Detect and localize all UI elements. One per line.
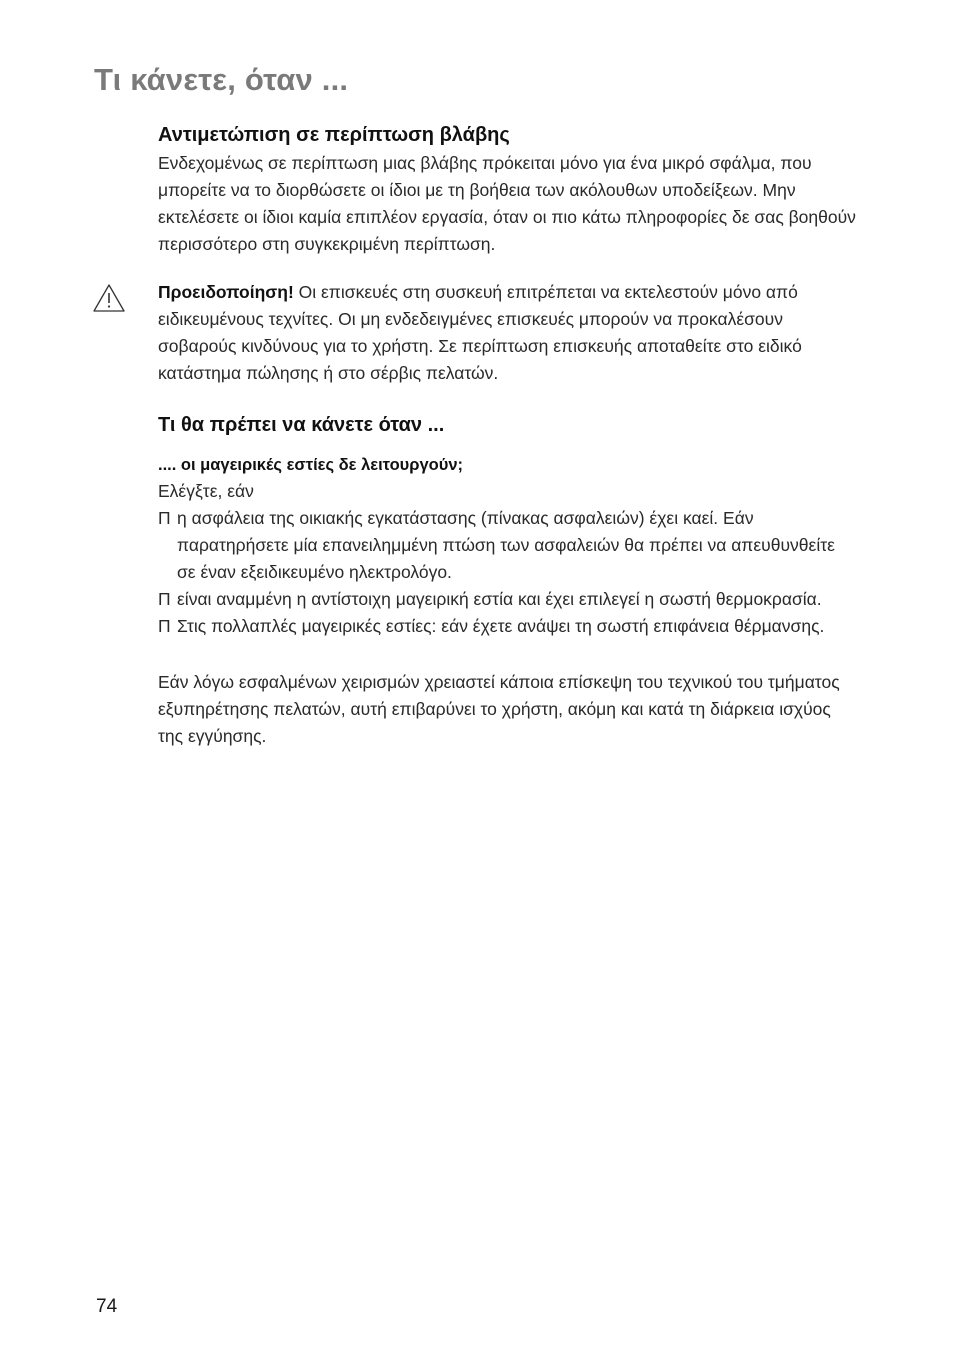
check-list <box>158 505 858 640</box>
list-item <box>158 613 858 640</box>
list-item-text: η ασφάλεια της οικιακής εγκατάστασης (πίνακας ασφαλειών) έχει καεί. Εάν παρατηρήσετε μία επανειλημμένη πτώση των ασφαλειών θα πρέπει να απευθυνθείτε σε έναν εξειδικευμένο ηλεκτρολόγο. <box>177 508 835 582</box>
warranty-note: Εάν λόγω εσφαλμένων χειρισμών χρειαστεί κάποια επίσκεψη του τεχνικού του τμήματος εξυπηρέτησης πελατών, αυτή επιβαρύνει το χρήστη, ακόμη και κατά τη διάρκεια ισχύος της εγγύησης. <box>158 672 840 746</box>
warning-block <box>158 279 858 387</box>
fault-section-heading: Αντιμετώπιση σε περίπτωση βλάβης <box>158 124 510 146</box>
main-content <box>158 120 858 750</box>
fault-section-body: Ενδεχομένως σε περίπτωση μιας βλάβης πρόκειται μόνο για ένα μικρό σφάλμα, που μπορείτε να το διορθώσετε οι ίδιοι με τη βοήθεια των ακόλουθων υποδείξεων. Μην εκτελέσετε οι ίδιοι καμία επιπλέον εργασία, όταν οι πιο κάτω πληροφορίες δε σας βοηθούν περισσότερο στη συγκεκριμένη περίπτωση. <box>158 153 856 254</box>
list-item-text: είναι αναμμένη η αντίστοιχη μαγειρική εστία και έχει επιλεγεί η σωστή θερμοκρασία. <box>177 589 822 609</box>
page-title: Τι κάνετε, όταν ... <box>94 62 349 97</box>
warning-triangle-icon <box>92 283 126 313</box>
page-number: 74 <box>96 1296 118 1317</box>
warning-text <box>158 279 858 387</box>
checkbox-marker-icon: Π <box>158 616 171 636</box>
list-item <box>158 505 858 586</box>
warning-label: Προειδοποίηση! <box>158 282 294 302</box>
warning-body: Οι επισκευές στη συσκευή επιτρέπεται να εκτελεστούν μόνο από ειδικευμένους τεχνίτες. Οι μη ενδεδειγμένες επισκευές μπορούν να προκαλέσουν σοβαρούς κινδύνους για το χρήστη. Σε περίπτωση επισκευής αποταθείτε στο ειδικό κατάστημα πώλησης ή στο σέρβις πελατών. <box>158 282 802 383</box>
list-item <box>158 586 858 613</box>
list-item-text: Στις πολλαπλές μαγειρικές εστίες: εάν έχετε ανάψει τη σωστή επιφάνεια θέρμανσης. <box>177 616 825 636</box>
check-intro: Ελέγξτε, εάν <box>158 481 254 501</box>
checkbox-marker-icon: Π <box>158 508 171 528</box>
what-to-do-heading: Τι θα πρέπει να κάνετε όταν ... <box>158 414 445 436</box>
hobs-not-working-subheading: .... οι μαγειρικές εστίες δε λειτουργούν; <box>158 456 464 474</box>
checkbox-marker-icon: Π <box>158 589 171 609</box>
